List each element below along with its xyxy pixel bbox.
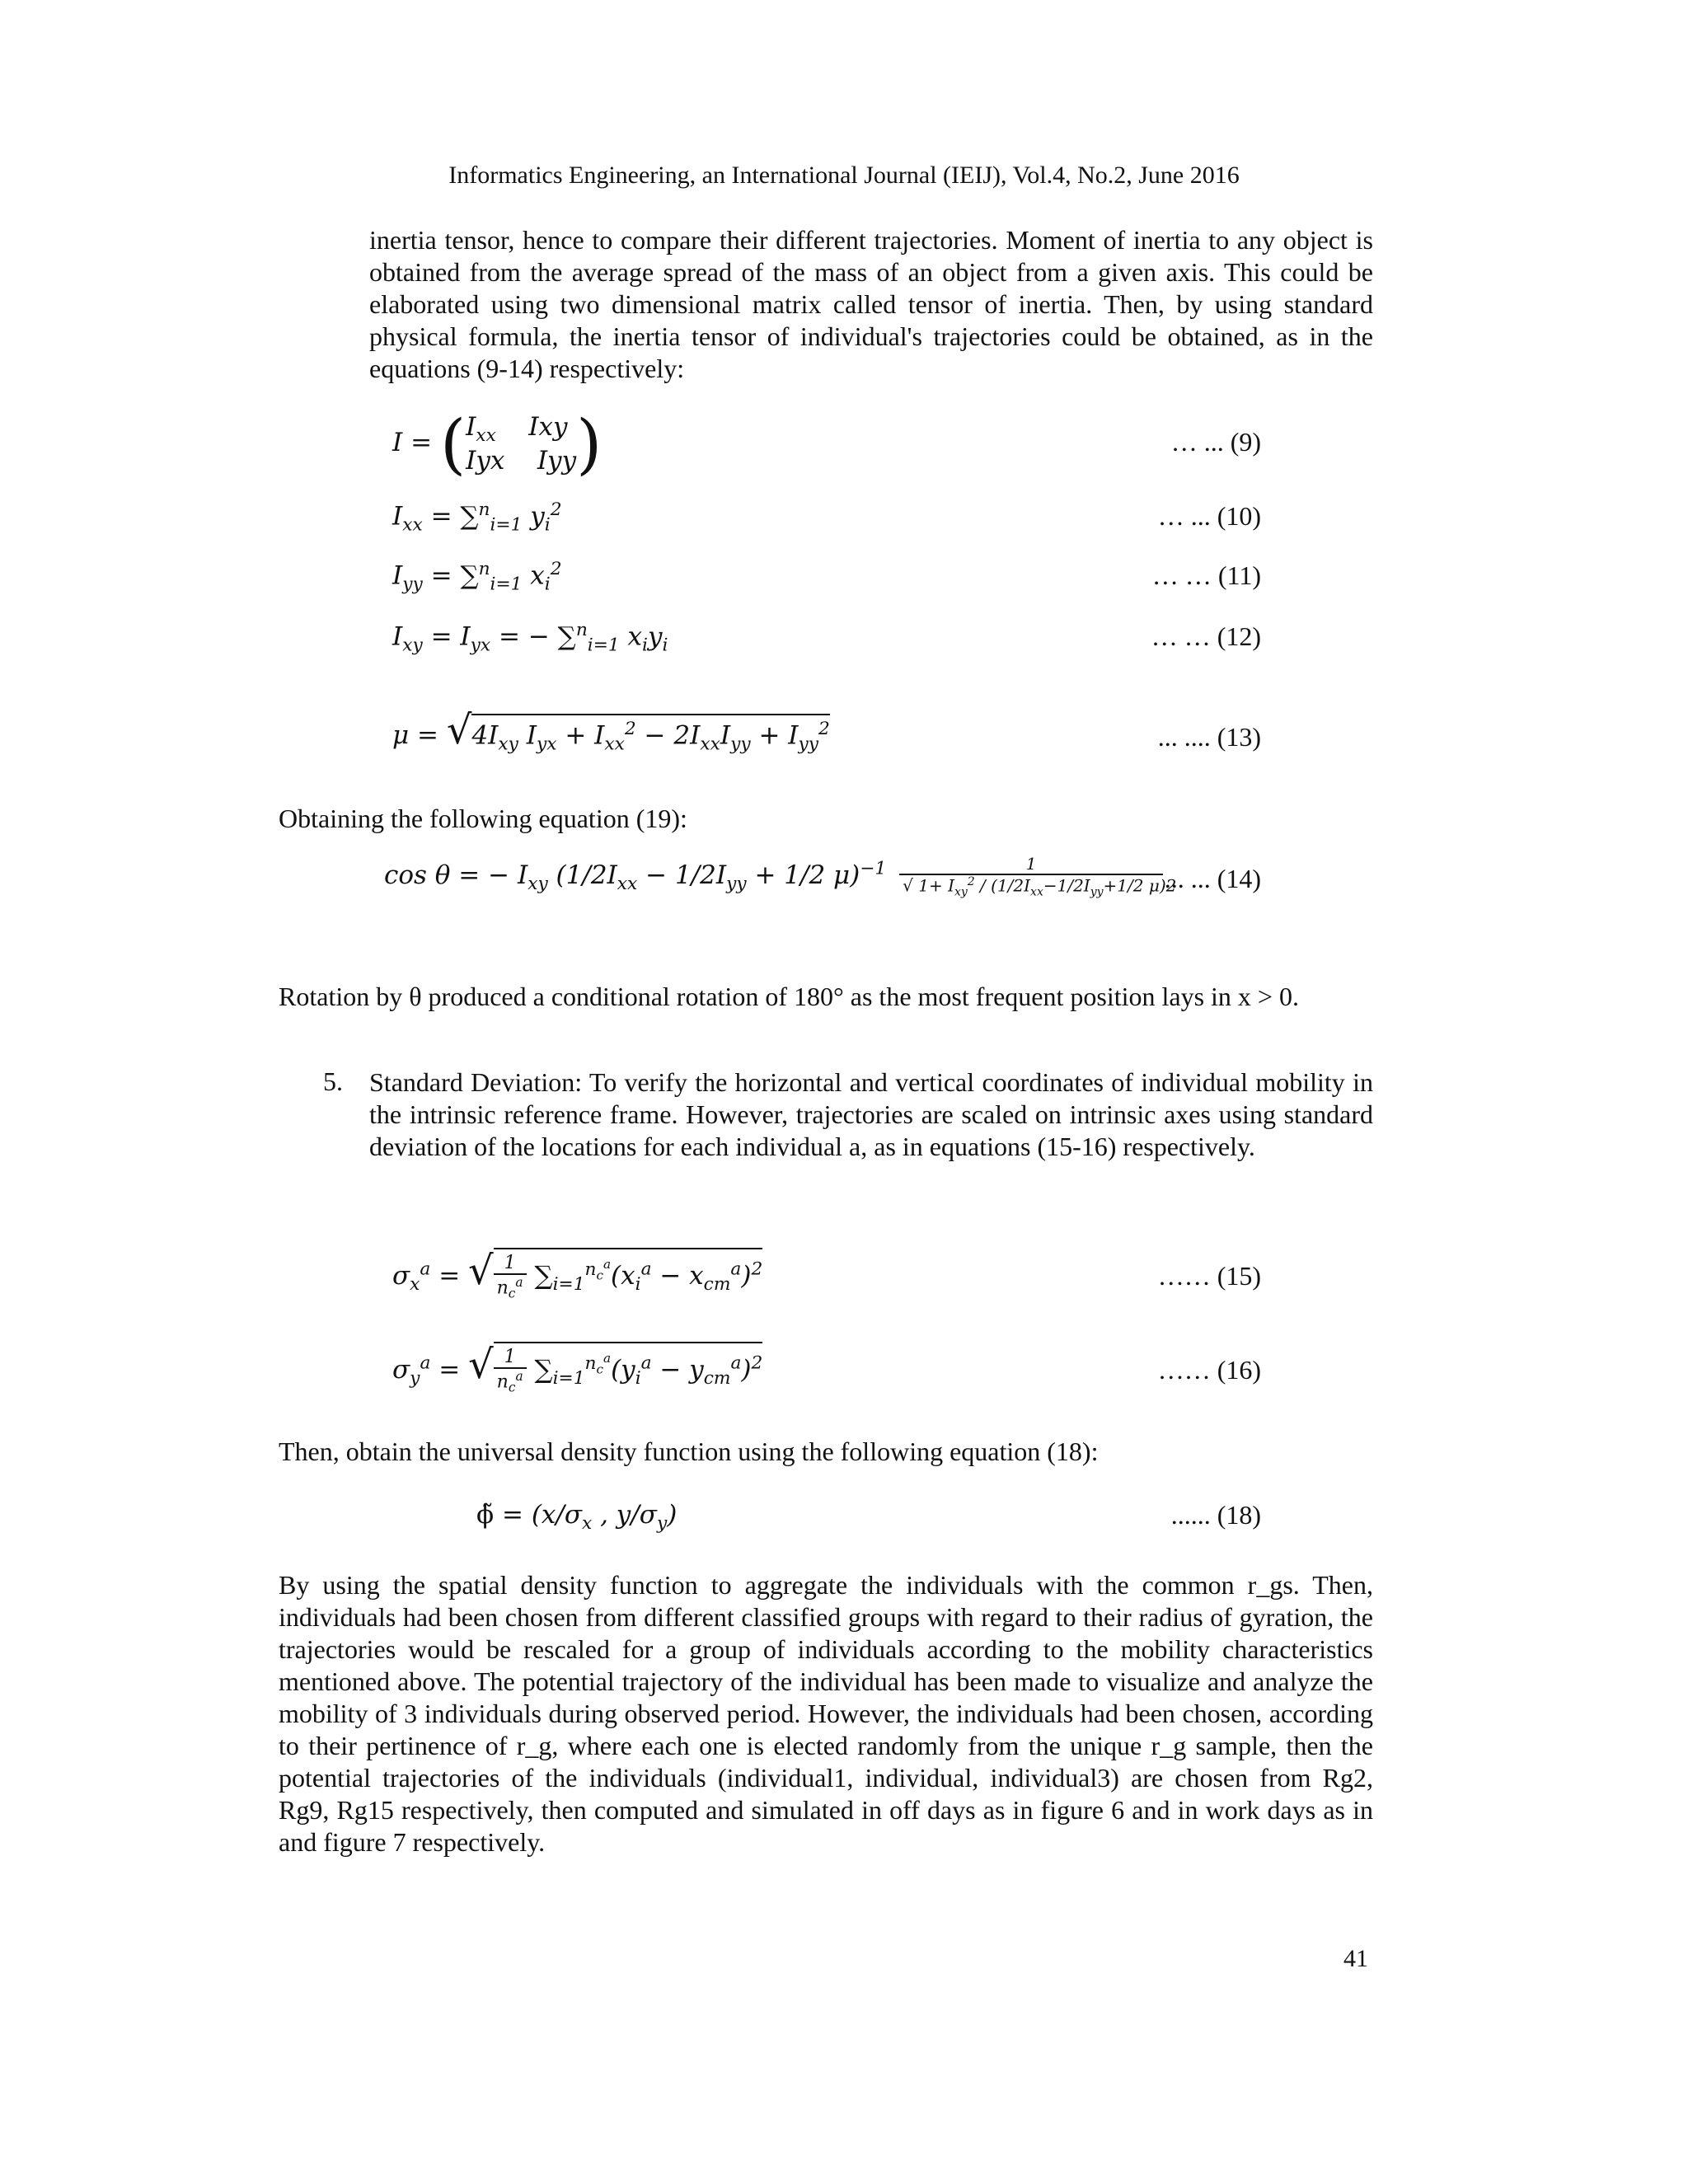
equation-16: $\sigma_y^a$ = √ $\frac{1}{n_c^a}$ $\sum_{i=1}^{n_c^a}(y_i^a - y_{cm}^a)^2$ (392, 1342, 763, 1395)
paragraph-universal-density: Then, obtain the universal density function using the following equation (18): (279, 1436, 1099, 1466)
list-item-standard-deviation: Standard Deviation: To verify the horizontal and vertical coordinates of individual mobility in the intrinsic reference frame. However, trajectories are scaled on intrinsic axes using standard deviation of the locations for each individual a, as in equations (15-16) respectively. (369, 1067, 1373, 1161)
equation-16-number: …… (16) (1157, 1355, 1261, 1385)
equation-15-number: …… (15) (1157, 1261, 1261, 1291)
list-item-number: 5. (323, 1066, 343, 1096)
equation-14: cos θ = − $I_{xy}$ ($1/2I_{xx} - 1/2I_{yy} + 1/2$ μ)$^{-1}$ $\frac{1}{√ 1+ I_{xy}^2 / (1/2I_{xx}-1/2I_{yy}+1/2 \mu)2}$ (384, 854, 1177, 899)
paragraph-rotation: Rotation by θ produced a conditional rotation of 180° as the most frequent position lays in x > 0. (279, 982, 1299, 1011)
page-number: 41 (1343, 1945, 1368, 1972)
equation-10-number: … ... (10) (1157, 501, 1261, 531)
equation-12: $I_{xy} = I_{yx}$ = − ∑$^n_{i=1}$ $x_iy_i$ (392, 620, 668, 656)
equation-18: ϕ̃ = ($x/\sigma_x$ , $y/\sigma_y$) (476, 1500, 678, 1535)
equation-14-number: ... ... (14) (1164, 864, 1261, 893)
equation-11: $I_{yy} = \sum^n_{i=1}$ $x_i^2$ (392, 559, 562, 595)
equation-15: $\sigma_x^a$ = √ $\frac{1}{n_c^a}$ $\sum_{i=1}^{n_c^a}(x_i^a - x_{cm}^a)^2$ (392, 1248, 763, 1301)
equation-11-number: … … (11) (1151, 560, 1261, 590)
running-header: Informatics Engineering, an International Journal (IEIJ), Vol.4, No.2, June 2016 (448, 162, 1240, 189)
paragraph-intro: inertia tensor, hence to compare their different trajectories. Moment of inertia to any object is obtained from the average spread of the mass of an object from a given axis. This could be elaborated using two dimensional matrix called tensor of inertia. Then, by using standard physical formula, the inertia tensor of individual's trajectories could be obtained, as in the equations (9-14) respectively: (369, 225, 1373, 383)
equation-13-number: ... .... (13) (1157, 722, 1261, 752)
equation-12-number: … … (12) (1151, 621, 1261, 651)
paragraph-obtaining: Obtaining the following equation (19): (279, 804, 687, 833)
equation-9: I = ( $I_{xx}$ Ixy Iyx Iyy ) (392, 405, 603, 482)
equation-13: $\mu = √4I_{xy}$ $I_{yx} + I_{xx}^2 - 2I_{xx}I_{yy} + I_{yy}^2$ (392, 707, 830, 755)
equation-9-number: … ... (9) (1170, 427, 1261, 457)
paragraph-spatial-density: By using the spatial density function to aggregate the individuals with the common r_gs. Then, individuals had been chosen from different classified groups with regard to their radius of gyration, the trajectories would be rescaled for a group of individuals according to the mobility characteristics mentioned above. The potential trajectory of the individual has been made to visualize and analyze the mobility of 3 individuals during observed period. However, the individuals had been chosen, according to their pertinence of r_g, where each one is elected randomly from the unique r_g sample, then the potential trajectories of the individuals (individual1, individual, individual3) are chosen from Rg2, Rg9, Rg15 respectively, then computed and simulated in off days as in figure 6 and in work days as in and figure 7 respectively. (279, 1570, 1373, 1857)
equation-18-number: ...... (18) (1170, 1500, 1261, 1530)
equation-10: $I_{xx} = \sum^n_{i=1}$ $y_i^2$ (392, 499, 562, 536)
